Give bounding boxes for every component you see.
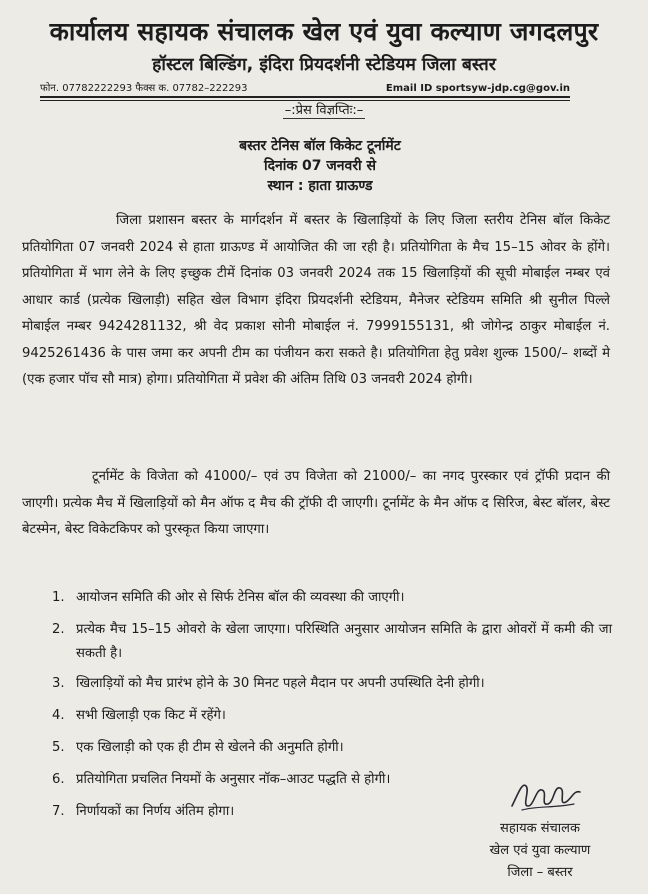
email-id: Email ID sportsyw-jdp.cg@gov.in xyxy=(385,83,570,94)
press-release-label: –:प्रेस विज्ञप्तिः:– xyxy=(283,100,365,119)
rule-number: 6. xyxy=(52,772,65,787)
body-paragraph-1: जिला प्रशासन बस्तर के मार्गदर्शन में बस्तर के खिलाड़ियों के लिए जिला स्तरीय टेनिस बॉल किकेट प्रतियोगिता 07 जनवरी 2024 से हाता ग्राऊण्ड में आयोजित की जा रही है। प्रतियोगिता के मैच 15–15 ओवर के होंगे। प्रतियोगिता में भाग लेने के लिए इच्छुक टीमें दिनांक 03 जनवरी 2024 तक 15 खिलाड़ियों की सूची मोबाईल नम्बर एवं आधार कार्ड (प्रत्येक खिलाड़ी) सहित खेल विभाग इंदिरा प्रियदर्शनी स्टेडियम, मैनेजर स्टेडियम समिति श्री सुनील पिल्ले मोबाईल नम्बर 9424281132, श्री वेद प्रकाश सोनी मोबाईल नं. 7999155131, श्री जोगेन्द्र ठाकुर मोबाईल नं. 9425261436 के पास जमा कर अपनी टीम का पंजीयन करा सकते है। प्रतियोगिता हेतु प्रवेश शुल्क 1500/– शब्दों मे (एक हजार पॉच सौ मात्र) होगा। प्रतियोगिता में प्रवेश की अंतिम तिथि 03 जनवरी 2024 होगी। xyxy=(22,213,610,387)
rule-number: 7. xyxy=(52,804,65,819)
rule-number: 5. xyxy=(52,740,65,755)
signatory-block xyxy=(470,818,610,884)
signatory-department: खेल एवं युवा कल्याण xyxy=(489,843,591,858)
rule-text: प्रत्येक मैच 15–15 ओवरो के खेला जाएगा। परिस्थिति अनुसार आयोजन समिति के द्वारा ओवरों में कमी की जा सकती है। xyxy=(76,622,612,661)
office-address: हॉस्टल बिल्डिंग, इंदिरा प्रियदर्शनी स्टेडियम जिला बस्तर xyxy=(152,55,496,75)
rule-number: 3. xyxy=(52,676,65,691)
rule-number: 2. xyxy=(52,622,65,637)
rule-text: सभी खिलाड़ी एक किट में रहेंगे। xyxy=(76,708,226,723)
list-item xyxy=(52,618,612,666)
rule-text: एक खिलाड़ी को एक ही टीम से खेलने की अनुमति होगी। xyxy=(76,740,344,755)
contact-line xyxy=(40,80,570,94)
event-venue: स्थान : हाता ग्राऊण्ड xyxy=(267,178,373,194)
rule-number: 1. xyxy=(52,590,65,605)
list-item xyxy=(52,586,612,610)
office-title: कार्यालय सहायक संचालक खेल एवं युवा कल्याण जगदलपुर xyxy=(49,17,599,46)
signature-icon xyxy=(508,776,584,816)
event-date: दिनांक 07 जनवरी से xyxy=(263,158,377,174)
list-item xyxy=(52,672,612,696)
phone-fax: फोन. 07782222293 फैक्स क. 07782–222293 xyxy=(40,83,248,94)
event-title: बस्तर टेनिस बॉल किकेट टूर्नामेंट xyxy=(239,138,401,154)
rule-text: प्रतियोगिता प्रचलित नियमों के अनुसार नॉक–आउट पद्धति से होगी। xyxy=(76,772,391,787)
list-item xyxy=(52,704,612,728)
list-item xyxy=(52,736,612,760)
signatory-designation: सहायक संचालक xyxy=(500,821,580,836)
rule-text: आयोजन समिति की ओर से सिर्फ टेनिस बॉल की व्यवस्था की जाएगी। xyxy=(76,590,405,605)
rule-text: निर्णायकों का निर्णय अंतिम होगा। xyxy=(76,804,235,819)
rule-text: खिलाड़ियों को मैच प्रारंभ होने के 30 मिनट पहले मैदान पर अपनी उपस्थिति देनी होगी। xyxy=(76,676,485,691)
body-paragraph-2: टूर्नामेंट के विजेता को 41000/– एवं उप विजेता को 21000/– का नगद पुरस्कार एवं ट्रॉफी प्रदान की जाएगी। प्रत्येक मैच में खिलाड़ियों को मैन ऑफ द मैच की ट्रॉफी दी जाएगी। टूर्नामेंट के मैन ऑफ द सिरिज, बेस्ट बॉलर, बेस्ट बेटस्मेन, बेस्ट विकेटकिपर को पुरस्कृत किया जाएगा। xyxy=(22,469,610,537)
rule-number: 4. xyxy=(52,708,65,723)
press-release-heading xyxy=(0,100,648,119)
event-titles xyxy=(140,136,500,196)
header-divider xyxy=(40,96,570,98)
signatory-district: जिला – बस्तर xyxy=(507,865,573,880)
